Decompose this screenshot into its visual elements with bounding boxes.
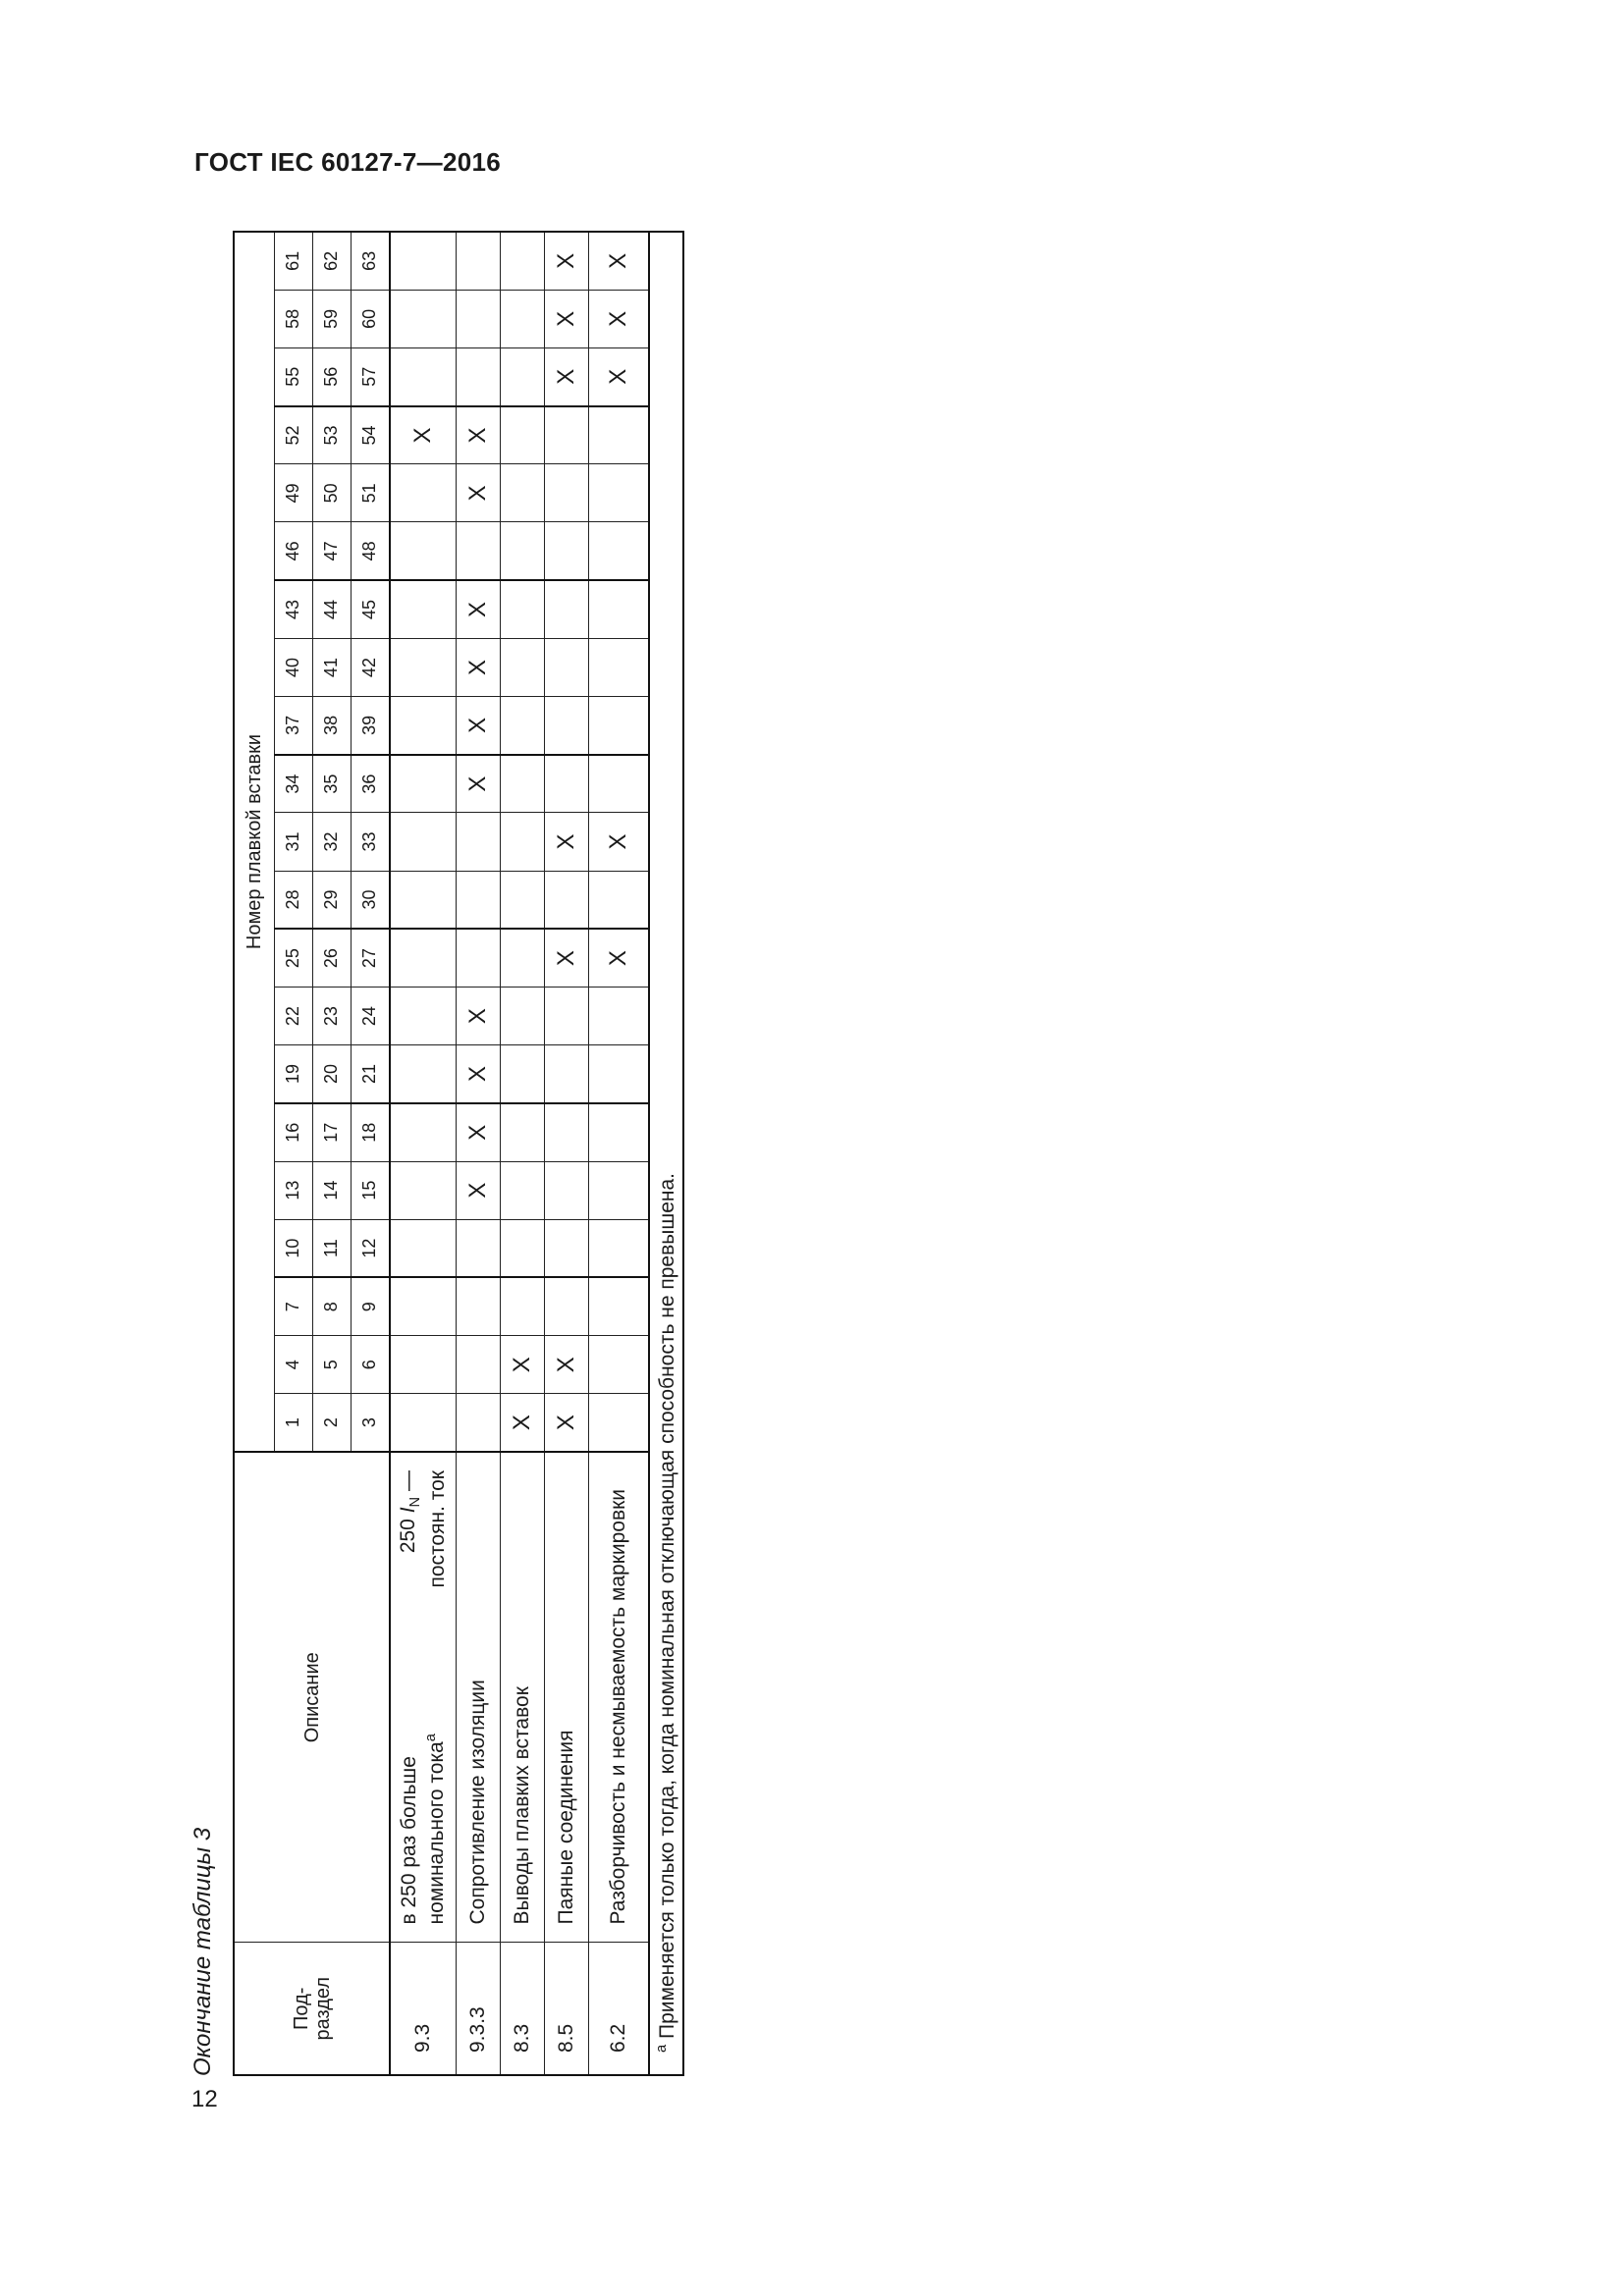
test-mark: X: [589, 929, 650, 987]
test-mark: X: [501, 1336, 545, 1394]
test-mark: [589, 638, 650, 696]
landscape-table-block: [182, 231, 741, 2076]
test-mark: [501, 347, 545, 405]
test-mark: X: [457, 406, 501, 464]
fuse-number: 32: [313, 813, 352, 871]
fuse-number: 37: [275, 697, 313, 755]
test-mark: [545, 1277, 589, 1335]
test-mark: X: [545, 1336, 589, 1394]
fuse-number: 8: [313, 1277, 352, 1335]
fuse-number: 49: [275, 464, 313, 522]
test-mark: [457, 290, 501, 347]
test-mark: [390, 1336, 457, 1394]
fuse-number: 7: [275, 1277, 313, 1335]
fuse-number: 15: [352, 1161, 391, 1219]
fuse-number: 22: [275, 988, 313, 1045]
row-subsection: 8.3: [501, 1943, 545, 2075]
test-mark: X: [390, 406, 457, 464]
test-mark: [501, 232, 545, 290]
test-mark: [501, 988, 545, 1045]
table-footnote: [649, 232, 683, 2075]
test-mark: [501, 1161, 545, 1219]
fuse-number: 4: [275, 1336, 313, 1394]
fuse-number: 2: [313, 1394, 352, 1452]
fuse-number: 5: [313, 1336, 352, 1394]
test-mark: [501, 290, 545, 347]
test-mark: X: [545, 232, 589, 290]
test-mark: [501, 406, 545, 464]
row-description: Разборчивость и несмываемость маркировки: [589, 1452, 650, 1943]
fuse-number: 18: [352, 1103, 391, 1161]
test-mark: [501, 522, 545, 580]
fuse-number: 11: [313, 1219, 352, 1277]
desc-text: номинального тока: [425, 1741, 448, 1925]
desc-symbol: I: [397, 1507, 420, 1514]
test-mark: [501, 929, 545, 987]
test-mark: [390, 347, 457, 405]
fuse-number: 33: [352, 813, 391, 871]
fuse-number: 38: [313, 697, 352, 755]
test-mark: [589, 580, 650, 638]
table-row: [390, 232, 457, 2075]
fuse-number: 17: [313, 1103, 352, 1161]
table-caption: Окончание таблицы 3: [189, 1827, 216, 2076]
test-mark: X: [545, 347, 589, 405]
fuse-number: 9: [352, 1277, 391, 1335]
test-mark: X: [457, 580, 501, 638]
test-mark: [589, 464, 650, 522]
row-subsection: 9.3.3: [457, 1943, 501, 2075]
test-mark: X: [589, 347, 650, 405]
test-mark: X: [589, 813, 650, 871]
fuse-number: 53: [313, 406, 352, 464]
test-mark: X: [457, 697, 501, 755]
fuse-number: 55: [275, 347, 313, 405]
row-description: Сопротивление изоляции: [457, 1452, 501, 1943]
test-mark: X: [457, 988, 501, 1045]
table-row: [545, 232, 589, 2075]
fuse-number: 27: [352, 929, 391, 987]
fuse-number: 58: [275, 290, 313, 347]
test-mark: [545, 406, 589, 464]
row-description: Выводы плавких вставок: [501, 1452, 545, 1943]
test-mark: [390, 232, 457, 290]
desc-text: 250: [397, 1513, 420, 1554]
row-subsection: 8.5: [545, 1943, 589, 2075]
fuse-number: 56: [313, 347, 352, 405]
test-mark: [545, 580, 589, 638]
footnote-text: Применяется только тогда, когда номинальная отключающая способность не превышена.: [655, 1173, 678, 2045]
fuse-number: 26: [313, 929, 352, 987]
col-header-description: Описание: [234, 1452, 390, 1943]
fuse-number: 36: [352, 755, 391, 813]
test-mark: [457, 1219, 501, 1277]
test-mark: [390, 1219, 457, 1277]
fuse-number: 40: [275, 638, 313, 696]
desc-subscript: N: [407, 1496, 424, 1508]
test-mark: [501, 1277, 545, 1335]
test-mark: [501, 813, 545, 871]
test-mark: X: [589, 232, 650, 290]
fuse-number: 19: [275, 1045, 313, 1103]
test-mark: [545, 1219, 589, 1277]
page-number: 12: [191, 2086, 218, 2112]
fuse-number: 62: [313, 232, 352, 290]
fuse-number: 24: [352, 988, 391, 1045]
test-mark: [501, 755, 545, 813]
fuse-number: 42: [352, 638, 391, 696]
fuse-number: 14: [313, 1161, 352, 1219]
test-mark: [545, 1161, 589, 1219]
test-mark: [501, 1219, 545, 1277]
test-mark: [457, 929, 501, 987]
row-subsection: 9.3: [390, 1943, 457, 2075]
fuse-number: 51: [352, 464, 391, 522]
test-mark: [457, 522, 501, 580]
test-mark: [545, 988, 589, 1045]
table-row: [589, 232, 650, 2075]
col-header-subsection: Под- раздел: [234, 1943, 390, 2075]
test-mark: [589, 871, 650, 929]
test-mark: [390, 988, 457, 1045]
test-mark: [501, 638, 545, 696]
fuse-number: 61: [275, 232, 313, 290]
test-mark: X: [545, 290, 589, 347]
test-mark: [390, 1161, 457, 1219]
test-mark: X: [501, 1394, 545, 1452]
test-mark: [390, 1394, 457, 1452]
test-mark: X: [457, 1045, 501, 1103]
test-mark: [457, 1336, 501, 1394]
desc-text: в 250 раз больше: [397, 1756, 420, 1925]
fuse-number: 44: [313, 580, 352, 638]
fuse-number: 54: [352, 406, 391, 464]
fuse-number: 57: [352, 347, 391, 405]
test-mark: [589, 1277, 650, 1335]
fuse-number: 39: [352, 697, 391, 755]
test-mark: [457, 871, 501, 929]
test-mark: [457, 232, 501, 290]
test-mark: [457, 1394, 501, 1452]
test-mark: [589, 1336, 650, 1394]
test-mark: [390, 929, 457, 987]
fuse-number: 3: [352, 1394, 391, 1452]
test-mark: X: [457, 464, 501, 522]
test-mark: [545, 638, 589, 696]
fuse-number: 20: [313, 1045, 352, 1103]
fuse-number: 23: [313, 988, 352, 1045]
test-mark: [545, 1103, 589, 1161]
test-mark: [589, 406, 650, 464]
test-mark: [457, 813, 501, 871]
fuse-number: 16: [275, 1103, 313, 1161]
test-mark: [390, 580, 457, 638]
test-mark: [545, 464, 589, 522]
fuse-number: 31: [275, 813, 313, 871]
test-mark: [589, 1219, 650, 1277]
fuse-number: 25: [275, 929, 313, 987]
fuse-number: 1: [275, 1394, 313, 1452]
test-mark: [390, 1045, 457, 1103]
test-mark: [390, 755, 457, 813]
test-mark: [390, 697, 457, 755]
test-mark: [501, 1103, 545, 1161]
fuse-number: 52: [275, 406, 313, 464]
test-mark: [501, 697, 545, 755]
test-mark: [589, 522, 650, 580]
fuse-number: 47: [313, 522, 352, 580]
test-mark: [545, 755, 589, 813]
fuse-number: 21: [352, 1045, 391, 1103]
test-mark: [390, 464, 457, 522]
test-mark: [390, 290, 457, 347]
fuse-number: 63: [352, 232, 391, 290]
test-mark: X: [545, 1394, 589, 1452]
footnote-marker: a: [653, 2044, 670, 2053]
test-mark: [545, 522, 589, 580]
fuse-number: 35: [313, 755, 352, 813]
test-mark: [390, 813, 457, 871]
test-mark: [589, 697, 650, 755]
test-mark: [589, 1161, 650, 1219]
fuse-number: 43: [275, 580, 313, 638]
fuse-number: 29: [313, 871, 352, 929]
test-mark: X: [457, 1161, 501, 1219]
fuse-number: 45: [352, 580, 391, 638]
test-mark: [589, 1045, 650, 1103]
test-mark: [589, 755, 650, 813]
test-mark: X: [457, 638, 501, 696]
fuse-number: 41: [313, 638, 352, 696]
test-mark: [390, 1103, 457, 1161]
test-mark: [390, 871, 457, 929]
test-mark: [390, 1277, 457, 1335]
fuse-number: 48: [352, 522, 391, 580]
test-mark: X: [457, 1103, 501, 1161]
test-mark: [457, 347, 501, 405]
table-row: [457, 232, 501, 2075]
col-header-fuse-number: Номер плавкой вставки: [234, 232, 275, 1452]
table-row: [501, 232, 545, 2075]
fuse-number: 46: [275, 522, 313, 580]
fuse-number: 30: [352, 871, 391, 929]
test-mark: [589, 1103, 650, 1161]
fuse-number: 12: [352, 1219, 391, 1277]
test-mark: [390, 522, 457, 580]
test-mark: [457, 1277, 501, 1335]
test-mark: X: [457, 755, 501, 813]
fuse-number: 10: [275, 1219, 313, 1277]
desc-text: —: [397, 1470, 420, 1497]
row-description: Паяные соединения: [545, 1452, 589, 1943]
test-mark: [589, 988, 650, 1045]
row-subsection: 6.2: [589, 1943, 650, 2075]
fuse-test-table: [233, 231, 684, 2076]
test-mark: [545, 871, 589, 929]
test-mark: X: [589, 290, 650, 347]
footnote-marker: a: [423, 1734, 439, 1742]
fuse-number: 34: [275, 755, 313, 813]
test-mark: X: [545, 929, 589, 987]
test-mark: [501, 464, 545, 522]
fuse-number: 59: [313, 290, 352, 347]
document-code: ГОСТ IEC 60127-7—2016: [194, 147, 501, 177]
fuse-number: 50: [313, 464, 352, 522]
test-mark: [390, 638, 457, 696]
desc-text: постоян. ток: [425, 1470, 449, 1588]
row-description: [390, 1452, 457, 1943]
test-mark: [501, 580, 545, 638]
test-mark: [501, 871, 545, 929]
test-mark: X: [545, 813, 589, 871]
test-mark: [501, 1045, 545, 1103]
fuse-number: 13: [275, 1161, 313, 1219]
test-mark: [545, 697, 589, 755]
fuse-number: 6: [352, 1336, 391, 1394]
fuse-number: 60: [352, 290, 391, 347]
fuse-number: 28: [275, 871, 313, 929]
test-mark: [589, 1394, 650, 1452]
test-mark: [545, 1045, 589, 1103]
